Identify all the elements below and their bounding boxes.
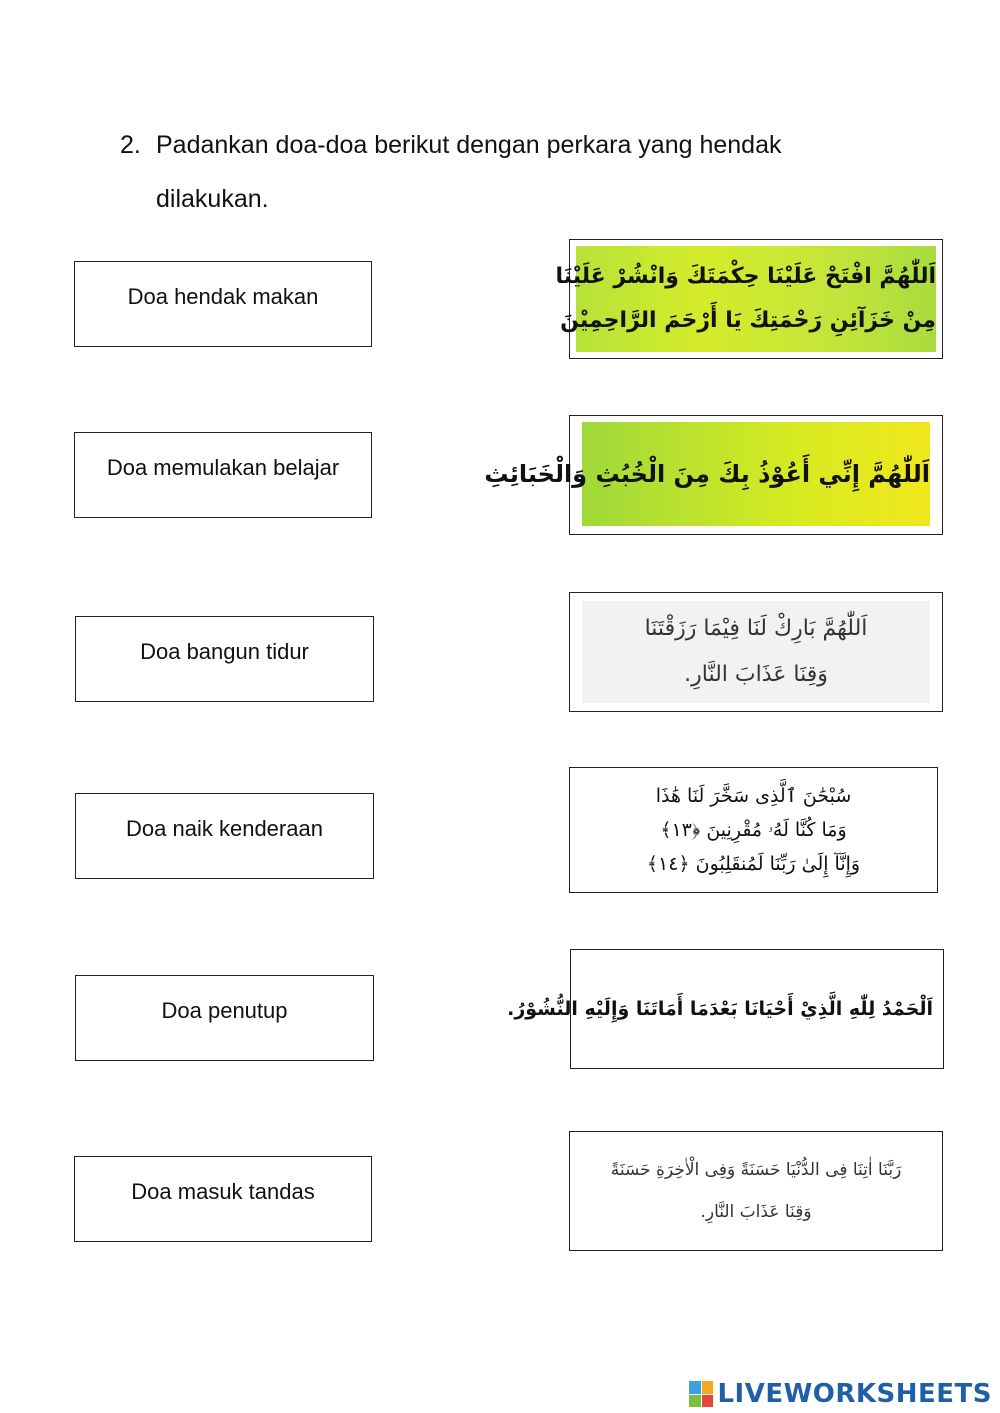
doa-line: رَبَّنَا اٰتِنَا فِى الدُّنْيَا حَسَنَةً وَفِى الْاٰخِرَةِ حَسَنَةً xyxy=(610,1160,902,1180)
question xyxy=(120,118,920,226)
question-number: 2. xyxy=(120,131,141,159)
question-line-1: Padankan doa-doa berikut dengan perkara yang hendak xyxy=(156,131,782,159)
doa-text-6 xyxy=(588,1140,924,1242)
brand-name: LIVEWORKSHEETS xyxy=(717,1379,992,1409)
doa-text-2 xyxy=(484,422,930,526)
doa-box-2[interactable] xyxy=(484,415,943,535)
label-text: Doa bangun tidur xyxy=(140,639,309,664)
doa-line: وَقِنَا عَذَابَ النَّارِ. xyxy=(684,662,828,687)
doa-line: مِنْ خَزَآئِنِ رَحْمَتِكَ يَا أَرْحَمَ الرَّاحِمِيْنَ xyxy=(560,308,936,333)
doa-text-3 xyxy=(582,601,930,703)
label-text: Doa memulakan belajar xyxy=(106,455,340,480)
doa-line: سُبْحَٰنَ ٱلَّذِى سَخَّرَ لَنَا هَٰذَا xyxy=(655,785,852,807)
doa-line: اَللّٰهُمَّ افْتَحْ عَلَيْنَا حِكْمَتَكَ وَانْشُرْ عَلَيْنَا xyxy=(555,264,936,289)
label-box-doa-masuk-tandas[interactable] xyxy=(74,1156,372,1242)
doa-text-5 xyxy=(507,958,933,1060)
label-box-doa-penutup[interactable] xyxy=(75,975,374,1061)
doa-text-4 xyxy=(586,778,921,882)
doa-box-3[interactable] xyxy=(569,592,943,712)
doa-box-4[interactable] xyxy=(569,767,938,893)
doa-box-1[interactable] xyxy=(555,239,943,359)
label-text: Doa masuk tandas xyxy=(131,1179,315,1204)
label-box-doa-bangun-tidur[interactable] xyxy=(75,616,374,702)
label-box-doa-hendak-makan[interactable] xyxy=(74,261,372,347)
label-text: Doa hendak makan xyxy=(127,284,319,309)
doa-box-6[interactable] xyxy=(569,1131,943,1251)
label-box-doa-naik-kenderaan[interactable] xyxy=(75,793,374,879)
label-text: Doa penutup xyxy=(161,998,288,1023)
doa-line: اَللّٰهُمَّ إِنِّي أَعُوْذُ بِكَ مِنَ الْخُبُثِ وَالْخَبَائِثِ xyxy=(484,460,930,488)
doa-line: اَلْحَمْدُ لِلّٰهِ الَّذِيْ أَحْيَانَا بَعْدَمَا أَمَاتَنَا وَإِلَيْهِ النُّشُوْرُ. xyxy=(507,998,933,1020)
question-line-2: dilakukan. xyxy=(156,185,269,213)
liveworksheets-logo-icon xyxy=(689,1381,713,1407)
doa-box-5[interactable] xyxy=(507,949,944,1069)
doa-line: وَقِنَا عَذَابَ النَّارِ. xyxy=(700,1202,812,1222)
label-box-doa-memulakan-belajar[interactable] xyxy=(74,432,372,518)
doa-text-1 xyxy=(555,246,936,352)
doa-line: اَللّٰهُمَّ بَارِكْ لَنَا فِيْمَا رَزَقْتَنَا xyxy=(644,616,868,641)
doa-line: وَمَا كُنَّا لَهُۥ مُقْرِنِينَ ﴿١٣﴾ xyxy=(660,819,847,841)
label-text: Doa naik kenderaan xyxy=(126,816,323,841)
doa-line: وَإِنَّآ إِلَىٰ رَبِّنَا لَمُنقَلِبُونَ ﴿١٤﴾ xyxy=(646,853,861,875)
liveworksheets-logo xyxy=(689,1379,992,1409)
